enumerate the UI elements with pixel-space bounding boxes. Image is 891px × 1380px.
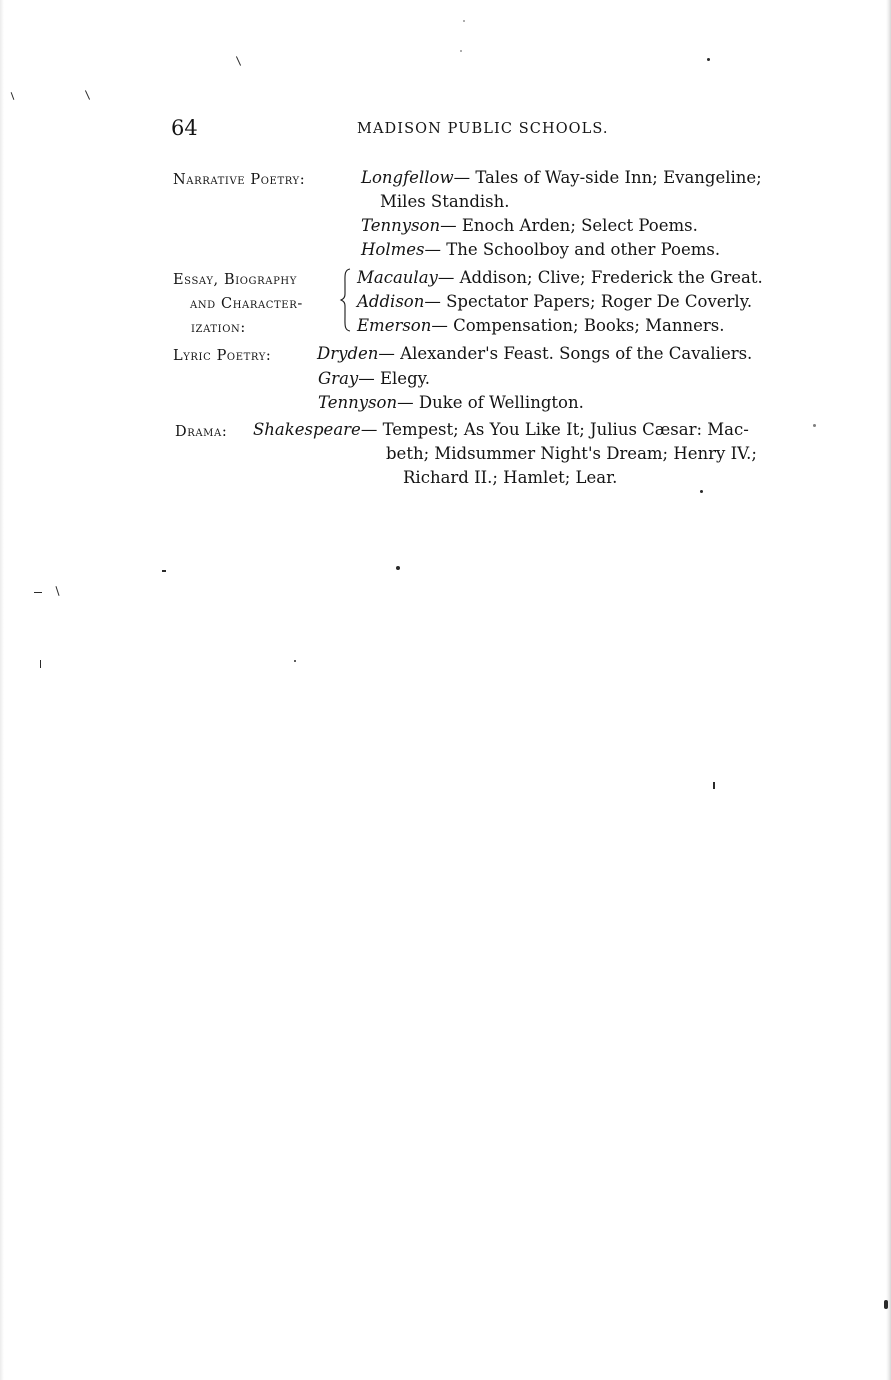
works-text: Richard II.; Hamlet; Lear. xyxy=(403,468,618,487)
works-text: — Duke of Wellington. xyxy=(397,393,584,412)
works-text: — Addison; Clive; Frederick the Great. xyxy=(437,268,763,287)
section-label-drama: Drama: xyxy=(175,424,228,440)
works-text: — Alexander's Feast. Songs of the Cavaliers. xyxy=(378,344,753,363)
entry-line xyxy=(403,468,617,488)
scan-speck xyxy=(813,424,816,427)
section-label-essay-line3: ization: xyxy=(191,320,246,336)
works-text: beth; Midsummer Night's Dream; Henry IV.; xyxy=(386,444,757,463)
entry-line xyxy=(253,420,749,440)
entry-line xyxy=(380,192,510,212)
works-text: Miles Standish. xyxy=(380,192,510,211)
works-text: — Tales of Way-side Inn; Evangeline; xyxy=(453,168,762,187)
works-text: — Enoch Arden; Select Poems. xyxy=(440,216,698,235)
scan-speck xyxy=(294,660,296,662)
section-label-essay-line2: and Character- xyxy=(190,296,303,312)
author-name: Emerson xyxy=(357,316,432,335)
entry-line xyxy=(357,292,752,312)
scan-speck xyxy=(707,58,710,61)
entry-line xyxy=(357,316,724,336)
author-name: Holmes xyxy=(361,240,425,259)
scan-speck xyxy=(85,90,90,99)
scan-edge-left xyxy=(0,0,4,1380)
brace-symbol xyxy=(339,268,353,332)
scan-edge-right xyxy=(886,0,891,1380)
scan-speck xyxy=(463,20,465,22)
scan-speck xyxy=(460,50,462,52)
scan-speck xyxy=(34,592,42,593)
entry-line xyxy=(361,240,720,260)
works-text: — Spectator Papers; Roger De Coverly. xyxy=(424,292,753,311)
entry-line xyxy=(361,168,762,188)
author-name: Dryden xyxy=(317,344,379,363)
entry-line xyxy=(317,344,752,364)
scan-speck xyxy=(396,566,400,570)
works-text: — Compensation; Books; Manners. xyxy=(431,316,725,335)
author-name: Tennyson xyxy=(318,393,398,412)
running-head: MADISON PUBLIC SCHOOLS. xyxy=(357,121,609,137)
author-name: Gray xyxy=(318,369,359,388)
author-name: Shakespeare xyxy=(253,420,361,439)
entry-line xyxy=(357,268,763,288)
section-label-narrative-poetry: Narrative Poetry: xyxy=(173,172,306,188)
entry-line xyxy=(318,393,584,413)
scan-speck xyxy=(55,586,59,596)
scan-speck xyxy=(884,1300,888,1309)
author-name: Addison xyxy=(357,292,425,311)
scan-speck xyxy=(700,490,703,493)
page-number: 64 xyxy=(171,116,198,140)
entry-line xyxy=(318,369,430,389)
section-label-essay-line1: Essay, Biography xyxy=(173,272,297,288)
section-label-lyric-poetry: Lyric Poetry: xyxy=(173,348,272,364)
author-name: Macaulay xyxy=(357,268,438,287)
works-text: — Tempest; As You Like It; Julius Cæsar: Mac- xyxy=(360,420,749,439)
works-text: — Elegy. xyxy=(358,369,431,388)
scan-speck xyxy=(11,92,15,100)
author-name: Longfellow xyxy=(361,168,454,187)
scan-speck xyxy=(162,570,166,572)
entry-line xyxy=(386,444,757,464)
scan-speck xyxy=(40,660,41,668)
scan-speck xyxy=(236,56,241,65)
author-name: Tennyson xyxy=(361,216,441,235)
works-text: — The Schoolboy and other Poems. xyxy=(424,240,721,259)
entry-line xyxy=(361,216,698,236)
scan-speck xyxy=(713,782,715,789)
